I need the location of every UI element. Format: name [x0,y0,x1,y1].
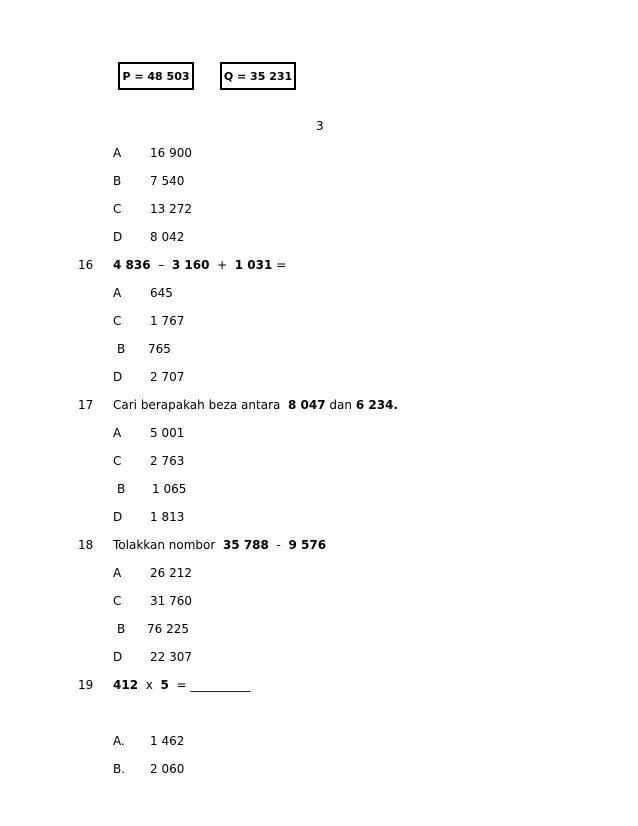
option-value: 16 900 [150,146,192,160]
expr-operator: - [276,538,281,552]
option-letter: D [113,370,123,384]
option-letter: A [113,566,122,580]
question-number: 18 [78,538,94,552]
option-value: 765 [148,342,171,356]
expr-value: 5 [160,678,169,692]
option-letter: A [113,426,122,440]
option-value: 5 001 [150,426,185,440]
option-value: 13 272 [150,202,192,216]
option-letter: B. [113,762,126,776]
expr-value: 35 788 [222,538,269,552]
option-letter: C [113,202,122,216]
expr-value: 3 160 [171,258,210,272]
option-letter: B [113,174,122,188]
option-value: 7 540 [150,174,185,188]
option-value: 26 212 [150,566,192,580]
question-17-text [113,398,398,412]
option-value: 31 760 [150,594,192,608]
option-value: 1 462 [150,734,185,748]
question-text: Tolakkan nombor [113,538,216,552]
option-value: 1 767 [150,314,185,328]
question-number: 16 [78,258,94,272]
expr-value: 4 836 [113,258,151,272]
expr-value: 412 [113,678,139,692]
expr-equals: = [276,258,287,272]
expr-value: 1 031 [234,258,273,272]
expr-value: 9 576 [288,538,327,552]
question-text: dan [329,398,352,412]
option-letter: D [113,510,123,524]
question-16-text [113,258,286,272]
option-value: 22 307 [150,650,192,664]
option-letter: D [113,230,123,244]
box-p-text: P = 48 503 [122,69,190,83]
option-value: 1 813 [150,510,185,524]
option-letter: A [113,286,122,300]
option-letter: C [113,594,122,608]
option-letter: A. [113,734,125,748]
option-letter: B [117,482,126,496]
expr-value: 8 047 [288,398,326,412]
expr-operator: x [145,678,153,692]
option-letter: D [113,650,123,664]
option-value: 2 060 [150,762,185,776]
expr-operator: – [158,258,165,272]
question-number: 19 [78,678,94,692]
option-letter: B [117,342,126,356]
option-letter: C [113,314,122,328]
option-value: 645 [150,286,173,300]
answer-blank: = __________ [176,678,251,692]
option-value: 1 065 [152,482,187,496]
box-q-text: Q = 35 231 [223,69,293,83]
option-value: 8 042 [150,230,185,244]
option-value: 2 707 [150,370,185,384]
page-number: 3 [316,119,324,133]
question-number: 17 [78,398,94,412]
option-letter: A [113,146,122,160]
option-value: 76 225 [147,622,189,636]
box-q-value [220,62,296,90]
question-19-text [113,678,250,692]
option-letter: C [113,454,122,468]
question-text: Cari berapakah beza antara [113,398,281,412]
question-18-text [113,538,326,552]
box-p-value [118,62,194,90]
option-value: 2 763 [150,454,185,468]
expr-value: 6 234. [355,398,398,412]
expr-operator: + [217,258,228,272]
option-letter: B [117,622,126,636]
